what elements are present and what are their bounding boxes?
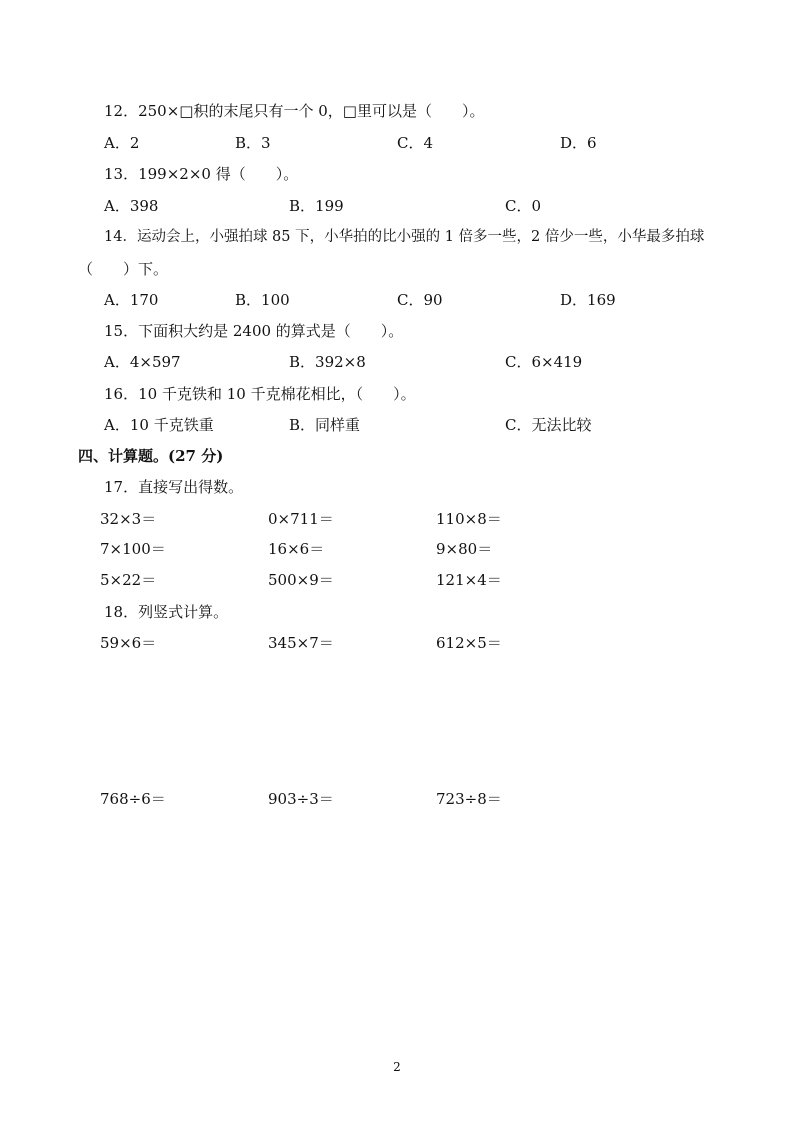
- q14-option-d: D．169: [560, 291, 616, 309]
- q16-option-b: B．同样重: [289, 416, 361, 434]
- q13-option-b: B．199: [289, 197, 344, 215]
- q17-item: 110×8＝: [436, 510, 502, 528]
- q18-stem: 18．列竖式计算。: [104, 603, 229, 621]
- q16-stem: 16．10 千克铁和 10 千克棉花相比，（ ）。: [104, 385, 416, 403]
- q12-option-b: B．3: [235, 134, 271, 152]
- q17-item: 7×100＝: [100, 540, 166, 558]
- q15-option-a: A．4×597: [104, 353, 181, 371]
- q12-stem: 12．250×□积的末尾只有一个 0，□里可以是（ ）。: [104, 102, 485, 120]
- q13-option-a: A．398: [104, 197, 159, 215]
- q12-option-d: D．6: [560, 134, 597, 152]
- q16-option-a: A．10 千克铁重: [104, 416, 214, 434]
- q14-option-b: B．100: [235, 291, 290, 309]
- page-number: 2: [393, 1060, 401, 1074]
- q18-item: 612×5＝: [436, 634, 502, 652]
- q13-option-c: C．0: [505, 197, 542, 215]
- q17-stem: 17．直接写出得数。: [104, 478, 244, 496]
- q18-item: 903÷3＝: [268, 790, 334, 808]
- q14-option-a: A．170: [104, 291, 159, 309]
- q14-option-c: C．90: [397, 291, 443, 309]
- q17-item: 0×711＝: [268, 510, 334, 528]
- q18-item: 768÷6＝: [100, 790, 166, 808]
- q15-stem: 15．下面积大约是 2400 的算式是（ ）。: [104, 322, 404, 340]
- q12-option-c: C．4: [397, 134, 434, 152]
- q14-stem-line2: （ ）下。: [78, 260, 169, 278]
- q17-item: 9×80＝: [436, 540, 493, 558]
- q17-item: 32×3＝: [100, 510, 157, 528]
- q17-item: 121×4＝: [436, 571, 502, 589]
- q17-item: 5×22＝: [100, 571, 157, 589]
- q15-option-b: B．392×8: [289, 353, 366, 371]
- section-heading: 四、计算题。(27 分): [78, 447, 224, 465]
- q18-item: 723÷8＝: [436, 790, 502, 808]
- q14-stem-line1: 14．运动会上，小强拍球 85 下，小华拍的比小强的 1 倍多一些，2 倍少一些，小华最多拍球: [104, 229, 705, 245]
- q12-option-a: A．2: [104, 134, 140, 152]
- q15-option-c: C．6×419: [505, 353, 583, 371]
- q16-option-c: C．无法比较: [505, 416, 592, 434]
- q18-item: 345×7＝: [268, 634, 334, 652]
- q18-item: 59×6＝: [100, 634, 157, 652]
- q17-item: 16×6＝: [268, 540, 325, 558]
- q17-item: 500×9＝: [268, 571, 334, 589]
- q13-stem: 13．199×2×0 得（ ）。: [104, 165, 299, 183]
